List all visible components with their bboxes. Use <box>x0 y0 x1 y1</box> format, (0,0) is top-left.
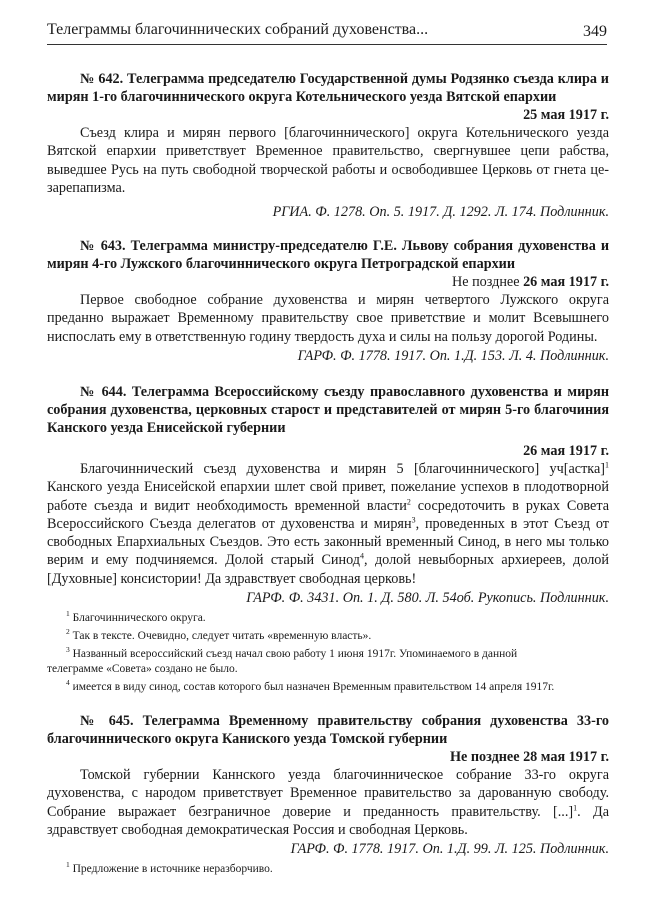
document-heading: № 642. Телеграмма председателю Государственной думы Родзянко съезда клира и мирян 1-го благочиннического округа Котельнического уезда Вятской епархии <box>47 71 609 105</box>
footnote-mark: 3 <box>66 645 70 655</box>
footnote-mark: 2 <box>66 627 70 637</box>
document-date: 26 мая 1917 г. <box>523 443 609 459</box>
document-text: Томской губернии Каннского уезда благочинническое собрание 33-го округа духовенства, с народом приветствует Временное правительство за дарованную свободу. Собрание выражает безграничное доверие и преданность правительству. [...]$^1$. Да здравствует свободная демократическая Россия и свободная Церковь. <box>47 767 609 838</box>
footnote: $^3$ Названный всероссийский съезд начал свою работу 1 июня 1917г. Упоминаемого в данной телеграмме «Совета» создано не было. <box>47 645 518 676</box>
footnote-mark: 1 <box>66 860 70 870</box>
document-642 <box>47 70 609 222</box>
document-645 <box>47 712 609 879</box>
archival-source: ГАРФ. Ф. 3431. Оп. 1. Д. 580. Л. 54об. Рукопись. Подлинник. <box>246 590 609 607</box>
page-number: 349 <box>583 23 607 40</box>
footnote: $^2$ Так в тексте. Очевидно, следует читать «временную власть». <box>66 627 372 643</box>
document-date: Не позднее 28 мая 1917 г. <box>449 749 609 765</box>
archival-source: РГИА. Ф. 1278. Оп. 5. 1917. Д. 1292. Л. 174. Подлинник. <box>272 204 609 221</box>
footnote-ref: 1 <box>605 460 609 470</box>
date-prefix: Не позднее <box>451 274 524 290</box>
document-text: Благочиннический съезд духовенства и мирян 5 [благочиннического] уч[астка]$^1$ Канского уезда Енисейской епархии шлет свой привет, пожелание успехов в плодотворной работе съезда и видит необходимость временной власти$^2$ сосредоточить в руках Совета Всероссийского Съезда делегатов от духовенства и мирян$^3$, проведенных в этот Съезд от свободных Епархиальных Съездов. Это есть законный временный Синод, в него мы только верим и ему подчиняемся. Долой старый Синод$^4$, долой невыборных архиереев, долой [Духовные] консистории! Да здравствует свободная церковь! <box>47 460 609 587</box>
footnote: $^1$ Благочиннического округа. <box>66 609 206 625</box>
document-643 <box>47 237 609 366</box>
document-heading: № 643. Телеграмма министру-председателю Г.Е. Львову собрания духовенства и мирян 4-го Лужского благочиннического округа Петроградской епархии <box>47 238 609 272</box>
footnote-mark: 1 <box>66 609 70 619</box>
running-header <box>47 20 607 45</box>
document-text: Первое свободное собрание духовенства и мирян четвертого Лужского округа преданно выражает Временному правительству свое приветствие и молит Всевышнего ниспослать ему в ответственную годину твердость духа и силы на пользу дорогой Родины. <box>47 292 609 345</box>
archival-source: ГАРФ. Ф. 1778. 1917. Оп. 1.Д. 99. Л. 125. Подлинник. <box>290 841 609 858</box>
document-date <box>47 273 609 291</box>
footnote-ref: 1 <box>573 802 578 812</box>
footnote-mark: 4 <box>66 678 70 688</box>
document-heading: № 644. Телеграмма Всероссийскому съезду православного духовенства и мирян собрания духовенства, церковных старост и представителей от мирян 5-го благочиния Канского уезда Енисейской губернии <box>47 384 609 436</box>
footnote-ref: 3 <box>411 515 416 525</box>
footnote: $^1$ Предложение в источнике неразборчиво. <box>66 860 273 876</box>
running-title: Телеграммы благочиннических собраний духовенства... <box>47 21 429 38</box>
document-date: 25 мая 1917 г. <box>523 107 609 123</box>
footnote-ref: 4 <box>360 551 365 561</box>
archival-source: ГАРФ. Ф. 1778. 1917. Оп. 1.Д. 153. Л. 4. Подлинник. <box>297 347 609 364</box>
date-value: 26 мая 1917 г. <box>523 274 609 290</box>
document-644 <box>47 383 609 697</box>
document-heading: № 645. Телеграмма Временному правительству собрания духовенства 33-го благочиннического округа Каниского уезда Томской губернии <box>47 713 609 747</box>
footnote: $^4$ имеется в виду синод, состав которого был назначен Временным правительством 14 апреля 1917г. <box>66 678 555 694</box>
document-text: Съезд клира и мирян первого [благочиннического] округа Котельнического уезда Вятской епархии приветствует Временное правительство, свергнувшее цепи рабства, выведшее Русь на путь свободной творческой работы и освободившее Церковь от гнета це-зарепапизма. <box>47 125 609 196</box>
footnote-ref: 2 <box>406 496 411 506</box>
